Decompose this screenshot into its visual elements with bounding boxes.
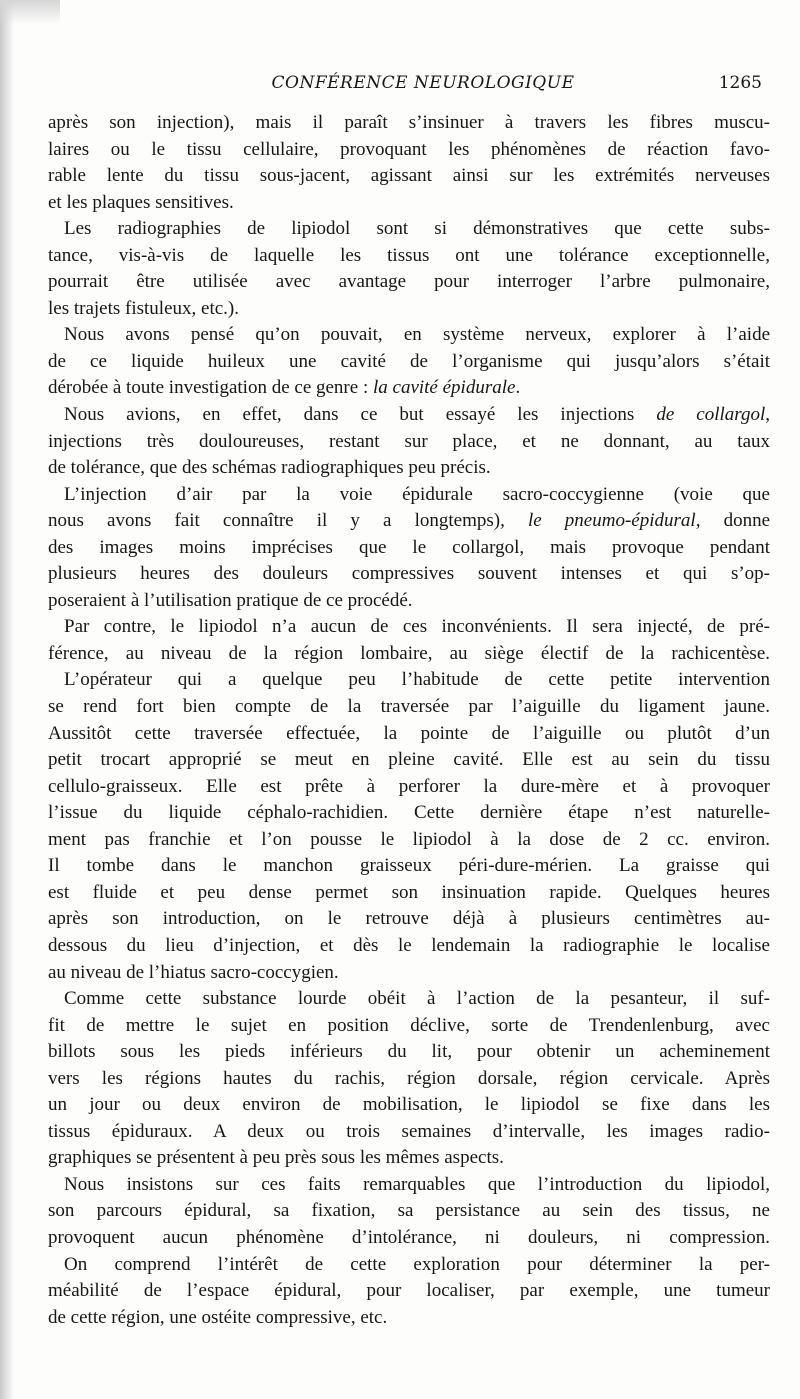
- text-run: son parcours épidural, sa fixation, sa persistance au sein des tissus, ne: [48, 1200, 770, 1222]
- text-run: Comme cette substance lourde obéit à l’action de la pesanteur, il suf-: [64, 988, 770, 1010]
- text-run: un jour ou deux environ de mobilisation, le lipiodol se fixe dans les: [48, 1094, 770, 1116]
- text-line: [48, 243, 770, 270]
- text-run: laires ou le tissu cellulaire, provoquant les phénomènes de réaction favo-: [48, 138, 770, 160]
- text-line: [48, 455, 770, 482]
- text-run: L’injection d’air par la voie épidurale sacro-coccygienne (voie que: [64, 483, 770, 505]
- text-run: plusieurs heures des douleurs compressives souvent intenses et qui s’op-: [48, 563, 770, 585]
- text-line: [48, 1225, 770, 1252]
- text-run: Nous avons pensé qu’on pouvait, en système nerveux, explorer à l’aide: [64, 324, 770, 346]
- text-run: de tolérance, que des schémas radiographiques peu précis.: [48, 457, 491, 479]
- page-header: [48, 73, 768, 101]
- text-run: billots sous les pieds inférieurs du lit, pour obtenir un acheminement: [48, 1041, 770, 1063]
- text-run: petit trocart approprié se meut en pleine cavité. Elle est au sein du tissu: [48, 749, 770, 771]
- page-edge-shadow: [0, 0, 14, 1399]
- text-run: Nous avions, en effet, dans ce but essayé les injections: [64, 404, 657, 426]
- text-line: [48, 216, 770, 243]
- text-run: se rend fort bien compte de la traversée par l’aiguille du ligament jaune.: [48, 696, 770, 718]
- italic-text: de collargol: [656, 404, 766, 426]
- text-line: [48, 880, 770, 907]
- text-run: férence, au niveau de la région lombaire, au siège électif de la rachicentèse.: [48, 642, 770, 664]
- text-line: [48, 429, 770, 456]
- text-line: [48, 508, 770, 535]
- text-line: [48, 1039, 770, 1066]
- text-run: graphiques se présentent à peu près sous les mêmes aspects.: [48, 1147, 504, 1169]
- text-run: poseraient à l’utilisation pratique de ce procédé.: [48, 589, 413, 611]
- text-line: [48, 986, 770, 1013]
- text-line: [48, 137, 770, 164]
- text-line: [48, 960, 770, 987]
- text-line: [48, 1198, 770, 1225]
- text-line: [48, 1172, 770, 1199]
- text-run: provoquent aucun phénomène d’intolérance, ni douleurs, ni compression.: [48, 1226, 770, 1248]
- text-run: méabilité de l’espace épidural, pour localiser, par exemple, une tumeur: [48, 1280, 770, 1302]
- text-line: [48, 561, 770, 588]
- text-run: ment pas franchie et l’on pousse le lipiodol à la dose de 2 cc. environ.: [48, 828, 770, 850]
- text-line: [48, 721, 770, 748]
- text-line: [48, 110, 770, 137]
- text-run: vers les régions hautes du rachis, région dorsale, région cervicale. Après: [48, 1067, 770, 1089]
- text-line: [48, 1013, 770, 1040]
- text-run: Il tombe dans le manchon graisseux péri-dure-mérien. La graisse qui: [48, 855, 770, 877]
- text-run: est fluide et peu dense permet son insinuation rapide. Quelques heures: [48, 881, 770, 903]
- text-run: Nous insistons sur ces faits remarquables que l’introduction du lipiodol,: [64, 1173, 770, 1195]
- text-line: [48, 827, 770, 854]
- text-line: [48, 1145, 770, 1172]
- text-line: [48, 1305, 770, 1332]
- text-line: [48, 482, 770, 509]
- text-line: [48, 269, 770, 296]
- text-run: Aussitôt cette traversée effectuée, la pointe de l’aiguille ou plutôt d’un: [48, 722, 770, 744]
- text-line: [48, 747, 770, 774]
- text-line: [48, 800, 770, 827]
- text-run: après son injection), mais il paraît s’insinuer à travers les fibres muscu-: [48, 112, 770, 133]
- text-run: tance, vis-à-vis de laquelle les tissus ont une tolérance exceptionnelle,: [48, 244, 770, 266]
- text-line: [48, 296, 770, 323]
- text-run: les trajets fistuleux, etc.).: [48, 297, 239, 319]
- text-line: [48, 349, 770, 376]
- text-line: [48, 163, 770, 190]
- text-run: On comprend l’intérêt de cette exploration pour déterminer la per-: [64, 1253, 770, 1275]
- text-run: , donne: [695, 510, 770, 532]
- text-run: ,: [765, 404, 770, 426]
- text-run: L’opérateur qui a quelque peu l’habitude de cette petite intervention: [64, 669, 770, 691]
- text-line: [48, 402, 770, 429]
- text-line: [48, 322, 770, 349]
- text-run: tissus épiduraux. A deux ou trois semaines d’intervalle, les images radio-: [48, 1120, 770, 1142]
- text-run: fit de mettre le sujet en position déclive, sorte de Trendenlenburg, avec: [48, 1014, 770, 1036]
- text-run: de cette région, une ostéite compressive, etc.: [48, 1306, 388, 1328]
- text-line: [48, 1119, 770, 1146]
- page-number: 1265: [718, 73, 762, 93]
- text-line: [48, 375, 770, 402]
- italic-text: la cavité épidurale: [372, 377, 516, 399]
- running-title: CONFÉRENCE NEUROLOGIQUE: [271, 73, 575, 93]
- text-run: et les plaques sensitives.: [48, 191, 234, 213]
- text-line: [48, 1278, 770, 1305]
- text-line: [48, 933, 770, 960]
- text-run: des images moins imprécises que le collargol, mais provoque pendant: [48, 536, 770, 558]
- text-line: [48, 774, 770, 801]
- text-run: nous avons fait connaître il y a longtemps),: [48, 510, 528, 532]
- text-run: au niveau de l’hiatus sacro-coccygien.: [48, 961, 339, 983]
- text-line: [48, 588, 770, 615]
- text-run: dérobée à toute investigation de ce genre :: [48, 377, 373, 399]
- text-run: cellulo-graisseux. Elle est prête à perforer la dure-mère et à provoquer: [48, 775, 770, 797]
- text-line: [48, 190, 770, 217]
- page-corner-shadow: [0, 0, 60, 24]
- text-line: [48, 667, 770, 694]
- text-run: l’issue du liquide céphalo-rachidien. Cette dernière étape n’est naturelle-: [48, 802, 770, 824]
- text-line: [48, 694, 770, 721]
- text-line: [48, 853, 770, 880]
- text-run: dessous du lieu d’injection, et dès le lendemain la radiographie le localise: [48, 934, 770, 956]
- text-line: [48, 641, 770, 668]
- text-line: [48, 1252, 770, 1279]
- text-run: de ce liquide huileux une cavité de l’organisme qui jusqu’alors s’était: [48, 350, 770, 372]
- text-run: rable lente du tissu sous-jacent, agissant ainsi sur les extrémités nerveuses: [48, 165, 770, 187]
- body-text: [48, 110, 770, 1331]
- text-line: [48, 1066, 770, 1093]
- text-run: injections très douloureuses, restant sur place, et ne donnant, au taux: [48, 430, 770, 452]
- text-line: [48, 1092, 770, 1119]
- text-run: Les radiographies de lipiodol sont si démonstratives que cette subs-: [64, 218, 770, 240]
- text-line: [48, 535, 770, 562]
- text-line: [48, 906, 770, 933]
- italic-text: le pneumo-épidural: [527, 510, 696, 532]
- text-line: [48, 614, 770, 641]
- text-run: .: [515, 377, 521, 399]
- text-run: pourrait être utilisée avec avantage pour interroger l’arbre pulmonaire,: [48, 271, 770, 293]
- text-run: Par contre, le lipiodol n’a aucun de ces inconvénients. Il sera injecté, de pré-: [64, 616, 770, 638]
- text-run: après son introduction, on le retrouve déjà à plusieurs centimètres au-: [48, 908, 770, 930]
